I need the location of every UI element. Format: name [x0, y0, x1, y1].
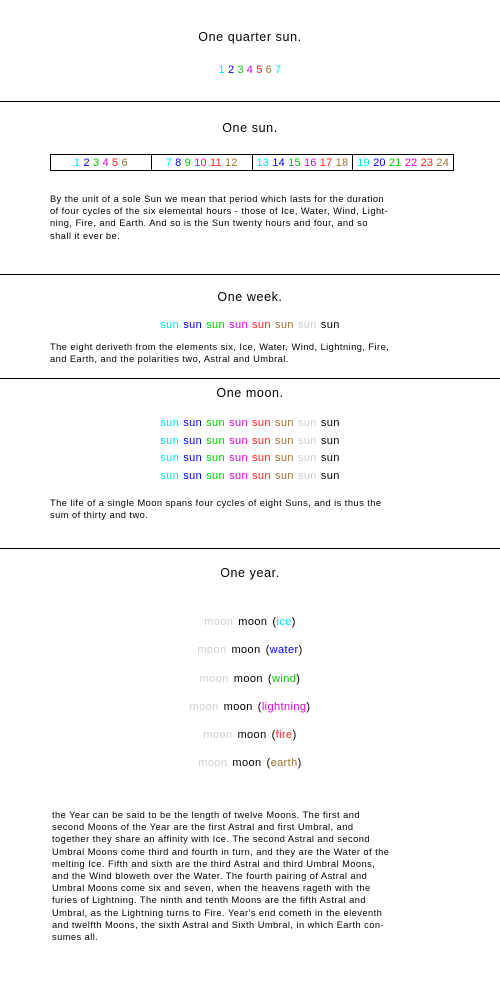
- sun-day-fire: sun: [252, 469, 271, 482]
- sun-day-fire: sun: [252, 417, 271, 429]
- element-label: lightning: [261, 700, 307, 713]
- hour-number: 20: [373, 156, 386, 169]
- hour-number: 14: [272, 156, 285, 169]
- text-line: shall it ever be.: [50, 230, 121, 241]
- sun-day-astral: sun: [297, 417, 317, 429]
- sun-day-earth: sun: [274, 434, 294, 447]
- hour-number: 13: [256, 156, 270, 169]
- hour-number: 11: [209, 156, 222, 169]
- sun-day-umbral: sun: [320, 469, 340, 482]
- hour-group: [352, 155, 453, 170]
- sun-day-umbral: sun: [320, 452, 340, 464]
- text-line: together they share an affinity with Ice. The second Astral and second: [52, 834, 370, 845]
- year-moon-pair: [0, 673, 500, 701]
- umbral-moon: moon: [233, 672, 263, 685]
- quarter-sun-title: One quarter sun.: [198, 30, 302, 44]
- week-sun-row: [0, 319, 500, 331]
- year-moon-pair: [0, 757, 500, 785]
- hour-number: 24: [436, 156, 450, 169]
- element-label: earth: [270, 757, 298, 770]
- sun-day-earth: sun: [274, 319, 294, 331]
- paren-open: (: [272, 616, 277, 628]
- umbral-moon: moon: [232, 757, 262, 770]
- sun-day-astral: sun: [297, 469, 317, 482]
- text-line: and Earth, and the polarities two, Astral and Umbral.: [50, 354, 289, 365]
- astral-moon: moon: [189, 700, 219, 713]
- hour-number: 6: [265, 64, 273, 76]
- sun-day-ice: sun: [160, 469, 180, 482]
- hour-group: [252, 155, 353, 170]
- hour-number: 2: [83, 156, 90, 169]
- paren-close: ): [291, 616, 296, 628]
- sun-day-earth: sun: [274, 417, 294, 429]
- sun-description: [50, 193, 460, 242]
- sun-day-lightning: sun: [229, 452, 248, 464]
- paren-close: ): [297, 757, 302, 770]
- sun-day-lightning: sun: [229, 417, 248, 429]
- astral-moon: moon: [197, 644, 227, 657]
- sun-day-wind: sun: [206, 319, 226, 331]
- element-label: wind: [272, 672, 297, 685]
- moon-week-row: [0, 452, 500, 470]
- year-moon-pair: [0, 616, 500, 644]
- hour-number: 3: [237, 64, 244, 76]
- section-divider: [0, 274, 500, 275]
- sun-hours-table: [50, 154, 454, 171]
- hour-number: 21: [388, 156, 402, 169]
- umbral-moon: moon: [223, 700, 253, 713]
- year-title: One year.: [220, 566, 280, 580]
- element-label: fire: [275, 729, 293, 742]
- hour-number: 17: [319, 156, 333, 169]
- hour-number: 16: [303, 156, 317, 169]
- sun-day-water: sun: [183, 434, 203, 447]
- paren-open: (: [266, 757, 271, 770]
- paren-close: ): [298, 644, 303, 657]
- hour-number: 5: [111, 156, 119, 169]
- umbral-moon: moon: [237, 729, 267, 742]
- paren-open: (: [265, 644, 270, 657]
- astral-moon: moon: [198, 757, 228, 770]
- hour-number: 19: [357, 156, 370, 169]
- text-line: the Year can be said to be the length of twelve Moons. The first and: [52, 810, 360, 820]
- hour-number: 7: [275, 64, 282, 76]
- astral-moon: moon: [204, 616, 234, 628]
- section-divider: [0, 101, 500, 102]
- sun-day-umbral: sun: [320, 417, 340, 429]
- text-line: and twelfth Moons, the sixth Astral and Sixth Umbral, in which Earth con-: [52, 919, 385, 930]
- year-description: [52, 809, 462, 943]
- hour-number: 22: [404, 156, 418, 169]
- hour-group: [151, 155, 252, 170]
- sun-day-umbral: sun: [320, 434, 340, 447]
- hour-number: 6: [121, 156, 128, 169]
- sun-day-ice: sun: [160, 319, 180, 331]
- sun-day-fire: sun: [252, 319, 271, 331]
- moon-sun-grid: [0, 417, 500, 487]
- sun-day-lightning: sun: [229, 469, 248, 482]
- sun-day-ice: sun: [160, 434, 180, 447]
- week-description: [50, 341, 460, 365]
- hour-number: 4: [246, 64, 254, 76]
- astral-moon: moon: [203, 729, 233, 742]
- text-line: sumes all.: [52, 932, 99, 943]
- element-label: ice: [276, 616, 292, 628]
- hour-group: [51, 155, 151, 170]
- year-moon-pairs: [0, 616, 500, 786]
- sun-day-water: sun: [183, 452, 203, 464]
- paren-open: (: [257, 700, 262, 713]
- hour-number: 15: [288, 156, 301, 169]
- hour-number: 12: [225, 156, 238, 169]
- moon-title: One moon.: [216, 386, 284, 400]
- section-divider: [0, 548, 500, 549]
- sun-day-ice: sun: [160, 452, 180, 464]
- paren-close: ): [292, 729, 297, 742]
- hour-number: 9: [184, 156, 191, 169]
- sun-day-wind: sun: [206, 469, 226, 482]
- year-moon-pair: [0, 644, 500, 672]
- sun-day-ice: sun: [160, 417, 180, 429]
- astral-moon: moon: [199, 672, 229, 685]
- section-divider: [0, 378, 500, 379]
- text-line: Umbral Moons come six and seven, when the heavens rageth with the: [52, 883, 371, 894]
- text-line: sum of thirty and two.: [50, 510, 149, 521]
- sun-day-water: sun: [183, 319, 203, 331]
- week-title: One week.: [217, 290, 283, 304]
- sun-day-fire: sun: [252, 452, 271, 464]
- paren-open: (: [267, 672, 272, 685]
- hour-number: 10: [194, 156, 207, 169]
- hour-number: 4: [102, 156, 109, 169]
- sun-day-wind: sun: [206, 417, 226, 429]
- element-label: water: [269, 644, 299, 657]
- text-line: The eight deriveth from the elements six, Ice, Water, Wind, Lightning, Fire,: [50, 342, 390, 352]
- hour-number: 3: [92, 156, 100, 169]
- text-line: By the unit of a sole Sun we mean that period which lasts for the duration: [50, 194, 385, 204]
- text-line: Umbral, as the Lightning turns to Fire. Year's end cometh in the eleventh: [52, 907, 383, 918]
- sun-title: One sun.: [222, 121, 278, 135]
- sun-day-water: sun: [183, 417, 203, 429]
- sun-day-earth: sun: [274, 452, 294, 464]
- paren-open: (: [271, 729, 276, 742]
- sun-day-lightning: sun: [229, 319, 248, 331]
- hour-number: 1: [218, 64, 225, 76]
- hour-number: 2: [227, 64, 235, 76]
- sun-day-wind: sun: [206, 434, 226, 447]
- hour-number: 23: [420, 156, 434, 169]
- text-line: furies of Lightning. The ninth and tenth Moons are the fifth Astral and: [52, 895, 366, 906]
- text-line: The life of a single Moon spans four cycles of eight Suns, and is thus the: [50, 498, 382, 508]
- sun-day-water: sun: [183, 469, 203, 482]
- text-line: second Moons of the Year are the first Astral and first Umbral, and: [52, 822, 354, 833]
- sun-day-earth: sun: [274, 469, 294, 482]
- text-line: of four cycles of the six elemental hours - those of Ice, Water, Wind, Light-: [50, 206, 389, 217]
- umbral-moon: moon: [231, 644, 261, 657]
- moon-week-row: [0, 470, 500, 488]
- hour-number: 18: [335, 156, 349, 169]
- sun-day-wind: sun: [206, 452, 226, 464]
- paren-close: ): [296, 672, 301, 685]
- quarter-sun-hours: [0, 64, 500, 76]
- text-line: ning, Fire, and Earth. And so is the Sun twenty hours and four, and so: [50, 218, 368, 229]
- text-line: Umbral Moons come third and fourth in turn, and they are the Water of the: [52, 846, 390, 857]
- year-moon-pair: [0, 729, 500, 757]
- paren-close: ): [306, 700, 311, 713]
- hour-number: 8: [175, 156, 182, 169]
- sun-day-fire: sun: [252, 434, 271, 447]
- moon-week-row: [0, 435, 500, 453]
- sun-day-lightning: sun: [229, 434, 248, 447]
- year-moon-pair: [0, 701, 500, 729]
- hour-number: 5: [256, 64, 263, 76]
- sun-day-astral: sun: [297, 452, 317, 464]
- hour-number: 7: [165, 156, 172, 169]
- text-line: melting Ice. Fifth and sixth are the third Astral and third Umbral Moons,: [52, 858, 376, 869]
- moon-week-row: [0, 417, 500, 435]
- text-line: and the Wind bloweth over the Water. The fourth pairing of Astral and: [52, 871, 368, 882]
- umbral-moon: moon: [238, 616, 268, 628]
- hour-number: 1: [73, 156, 81, 169]
- sun-day-umbral: sun: [320, 319, 340, 331]
- sun-day-astral: sun: [297, 319, 317, 331]
- moon-description: [50, 497, 460, 521]
- sun-day-astral: sun: [297, 434, 317, 447]
